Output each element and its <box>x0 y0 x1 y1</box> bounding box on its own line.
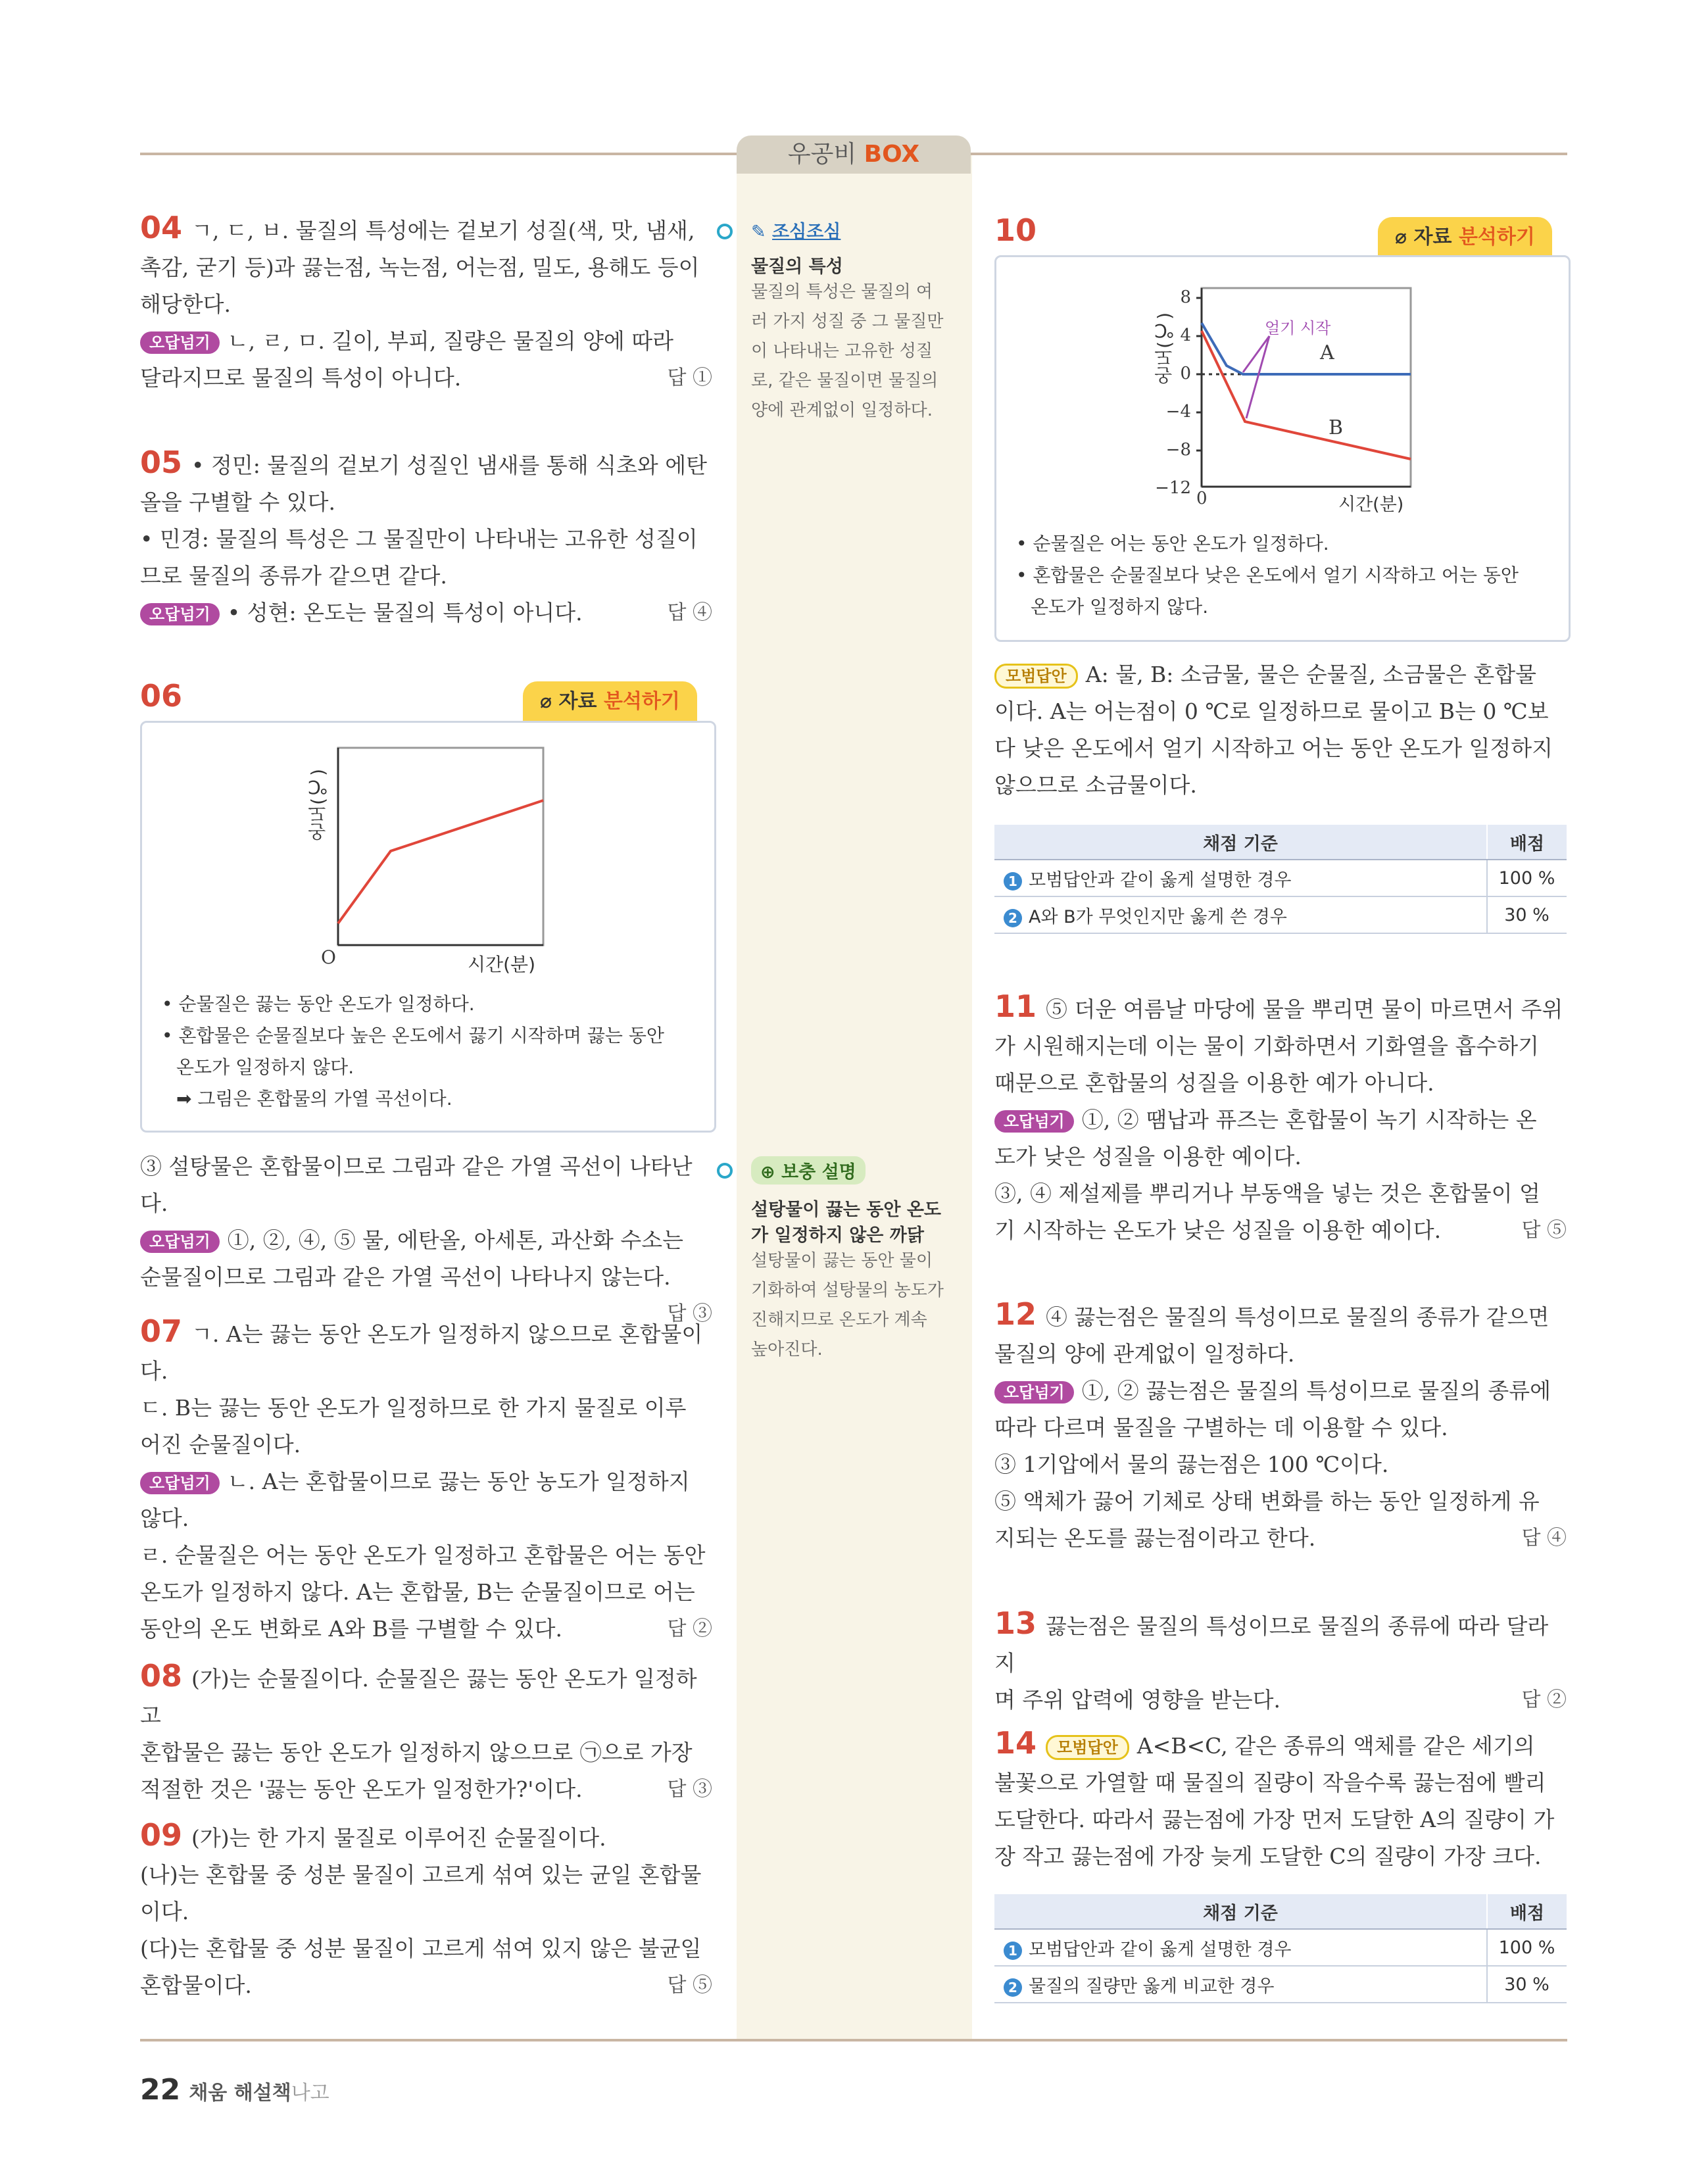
cooling-curve-chart <box>996 257 1569 520</box>
question-number: 12 <box>994 1296 1037 1332</box>
page-footer: 22 채움 해설책나고 <box>140 2073 329 2107</box>
heating-curve-line <box>338 800 543 923</box>
y-tick: −4 <box>1165 402 1191 422</box>
y-axis-label: 온도(℃) <box>307 769 329 842</box>
question-number: 09 <box>140 1817 183 1853</box>
answer: 답 ⑤ <box>1521 1219 1567 1242</box>
answer: 답 ② <box>667 1617 712 1640</box>
y-tick: 8 <box>1180 287 1191 307</box>
wrong-answer-badge: 오답넘기 <box>140 1472 220 1494</box>
series-a-label: A <box>1320 341 1334 364</box>
table-row: 2 A와 B가 무엇인지만 옳게 쓴 경우 30 % <box>994 896 1567 933</box>
x-axis-label: 시간(분) <box>468 954 535 975</box>
side-box-column <box>737 155 972 2039</box>
analysis-panel-10: 온도(℃) 8 4 0 −4 −8 −12 0 시간(분) 얼기 시작 A B • 순물질은 어는 동안 온도가 일정하다. • 혼합물은 순물질보다 낮은 온도에서 얼기 시작하고 어는 동안 온도가 일정하지 않다. <box>994 255 1571 642</box>
clip-icon: ⌀ <box>1395 226 1407 249</box>
answer: 답 ④ <box>667 601 712 624</box>
y-axis-label: 온도(℃) <box>1154 312 1175 385</box>
question-number: 13 <box>994 1605 1037 1641</box>
side-note-supplement: ⊕ 보충 설명 설탕물이 끓는 동안 온도 가 일정하지 않은 까닭 설탕물이 끓는 동안 물이 기화하여 설탕물의 농도가 진해지므로 온도가 계속 높아진다. <box>751 1156 962 1365</box>
clip-icon: ⌀ <box>540 690 552 713</box>
answer: 답 ③ <box>667 1302 712 1325</box>
scoring-table-14: 채점 기준 배점 1 모범답안과 같이 옳게 설명한 경우 100 % 2 물질의 질량만 옳게 비교한 경우 30 % <box>994 1894 1567 2003</box>
question-number: 07 <box>140 1313 183 1349</box>
wrong-answer-badge: 오답넘기 <box>994 1381 1074 1404</box>
y-tick: −8 <box>1165 440 1191 460</box>
origin-label: O <box>321 946 336 968</box>
question-12: 12 ④ 끓는점은 물질의 특성이므로 물질의 종류가 같으면 물질의 양에 관계없이 일정하다. 오답넘기 ①, ② 끓는점은 물질의 특성이므로 물질의 종류에 따라 다르며 물질을 구별하는 데 이용할 수 있다. ③ 1기압에서 물의 끓는점은 100 ℃이다. ⑤ 액체가 끓어 기체로 상태 변화를 하는 동안 일정하게 유 지되는 온도를 끓는점이라고 한다. 답 ④ <box>994 1296 1567 1557</box>
question-06-number: 06 <box>140 678 183 714</box>
wrong-answer-badge: 오답넘기 <box>140 1231 220 1253</box>
origin-label: 0 <box>1196 489 1208 508</box>
wrong-answer-badge: 오답넘기 <box>140 331 220 354</box>
answer: 답 ④ <box>1521 1527 1567 1550</box>
annotation-label: 얼기 시작 <box>1265 319 1331 337</box>
y-tick: 4 <box>1180 326 1191 345</box>
table-row: 1 모범답안과 같이 옳게 설명한 경우 100 % <box>994 1929 1567 1966</box>
link-dot <box>717 224 733 239</box>
table-row: 1 모범답안과 같이 옳게 설명한 경우 100 % <box>994 860 1567 896</box>
question-10-answer: 모범답안 A: 물, B: 소금물, 물은 순물질, 소금물은 혼합물 이다. A는 어는점이 0 ℃로 일정하므로 물이고 B는 0 ℃보 다 낮은 온도에서 얼기 시작하고 어는 동안 온도가 일정하지 않으므로 소금물이다. <box>994 662 1553 798</box>
series-b-label: B <box>1329 416 1344 439</box>
x-axis-label: 시간(분) <box>1338 495 1404 515</box>
page-number: 22 <box>140 2073 181 2107</box>
model-answer-badge: 모범답안 <box>1046 1735 1129 1760</box>
question-11: 11 ⑤ 더운 여름날 마당에 물을 뿌리면 물이 마르면서 주위 가 시원해지는데 이는 물이 기화하면서 기화열을 흡수하기 때문으로 혼합물의 성질을 이용한 예가 아니다. 오답넘기 ①, ② 땜납과 퓨즈는 혼합물이 녹기 시작하는 온 도가 낮은 성질을 이용한 예이다. ③, ④ 제설제를 뿌리거나 부동액을 넣는 것은 혼합물이 얼 기 시작하는 온도가 낮은 성질을 이용한 예이다. 답 ⑤ <box>994 988 1567 1249</box>
question-06-text: ③ 설탕물은 혼합물이므로 그림과 같은 가열 곡선이 나타난다. 오답넘기 ①, ②, ④, ⑤ 물, 에탄올, 아세톤, 과산화 수소는 순물질이므로 그림과 같은 가열 곡선이 나타나지 않는다. 답 ③ <box>140 1148 712 1332</box>
question-09: 09 (가)는 한 가지 물질로 이루어진 순물질이다. (나)는 혼합물 중 성분 물질이 고르게 섞여 있는 균일 혼합물 이다. (다)는 혼합물 중 성분 물질이 고르게 섞여 있지 않은 불균일 혼합물이다. 답 ⑤ <box>140 1817 712 2004</box>
question-10-number: 10 <box>994 212 1037 248</box>
side-box-title: 우공비 BOX <box>737 135 971 174</box>
question-number: 04 <box>140 210 183 245</box>
bottom-rule <box>140 2039 1567 2041</box>
pin-icon: ✎ <box>751 222 766 242</box>
answer: 답 ① <box>667 366 712 389</box>
question-number: 14 <box>994 1725 1037 1761</box>
question-04: 04 ㄱ, ㄷ, ㅂ. 물질의 특성에는 겉보기 성질(색, 맛, 냄새, 촉감, 굳기 등)과 끓는점, 녹는점, 어는점, 밀도, 용해도 등이 해당한다. 오답넘기 ㄴ, ㄹ, ㅁ. 길이, 부피, 질량은 물질의 양에 따라 달라지므로 물질의 특성이 아니다. 답 ① <box>140 209 712 397</box>
analysis-tab: ⌀ 자료 분석하기 <box>1378 217 1552 258</box>
question-number: 05 <box>140 445 183 480</box>
book-title: 채움 해설책 <box>189 2082 291 2105</box>
question-14: 14 모범답안 A<B<C, 같은 종류의 액체를 같은 세기의 불꽃으로 가열할 때 물질의 질량이 작을수록 끓는점에 빨리 도달한다. 따라서 끓는점에 가장 먼저 도달한 A의 질량이 가 장 작고 끓는점에 가장 늦게 도달한 C의 질량이 가장 크다. <box>994 1725 1555 1869</box>
answer: 답 ⑤ <box>667 1974 712 1997</box>
wrong-answer-badge: 오답넘기 <box>140 603 220 625</box>
scoring-table-10: 채점 기준 배점 1 모범답안과 같이 옳게 설명한 경우 100 % 2 A와 B가 무엇인지만 옳게 쓴 경우 30 % <box>994 825 1567 934</box>
link-dot <box>717 1163 733 1179</box>
y-tick: −12 <box>1155 478 1191 498</box>
analysis-tab: ⌀ 자료 분석하기 <box>523 681 697 722</box>
plus-icon: ⊕ <box>760 1162 775 1183</box>
side-note-caution: ✎ 조심조심 물질의 특성 물질의 특성은 물질의 여 러 가지 성질 중 그 물질만 이 나타내는 고유한 성질 로, 같은 물질이면 물질의 양에 관계없이 일정하다. <box>751 222 944 420</box>
model-answer-badge: 모범답안 <box>994 664 1078 689</box>
heating-curve-chart <box>142 723 714 973</box>
start-pointer <box>1246 336 1269 418</box>
wrong-answer-badge: 오답넘기 <box>994 1110 1074 1133</box>
question-05: 05 • 정민: 물질의 겉보기 성질인 냄새를 통해 식초와 에탄 올을 구별할 수 있다. • 민경: 물질의 특성은 그 물질만이 나타내는 고유한 성질이 므로 물질의 종류가 같으면 같다. 오답넘기 • 성현: 온도는 물질의 특성이 아니다. 답 ④ <box>140 444 712 631</box>
question-07: 07 ㄱ. A는 끓는 동안 온도가 일정하지 않으므로 혼합물이다. ㄷ. B는 끓는 동안 온도가 일정하므로 한 가지 물질로 이루 어진 순물질이다. 오답넘기 ㄴ. A는 혼합물이므로 끓는 동안 농도가 일정하지 않다. ㄹ. 순물질은 어는 동안 온도가 일정하고 혼합물은 어는 동안 온도가 일정하지 않다. A는 혼합물, B는 순물질이므로 어는 동안의 온도 변화로 A와 B를 구별할 수 있다. 답 ② <box>140 1313 712 1648</box>
answer: 답 ③ <box>667 1778 712 1801</box>
question-number: 08 <box>140 1658 183 1694</box>
series-b-line <box>1202 331 1411 459</box>
y-tick: 0 <box>1180 364 1191 383</box>
question-13: 13 끓는점은 물질의 특성이므로 물질의 종류에 따라 달라지 며 주위 압력에 영향을 받는다. 답 ② <box>994 1605 1567 1719</box>
answer: 답 ② <box>1521 1688 1567 1711</box>
question-number: 11 <box>994 989 1037 1024</box>
table-row: 2 물질의 질량만 옳게 비교한 경우 30 % <box>994 1966 1567 2003</box>
analysis-panel-06: 온도(℃) O 시간(분) • 순물질은 끓는 동안 온도가 일정하다. • 혼합물은 순물질보다 높은 온도에서 끓기 시작하며 끓는 동안 온도가 일정하지 않다. ➡ 그림은 혼합물의 가열 곡선이다. <box>140 721 716 1133</box>
question-08: 08 (가)는 순물질이다. 순물질은 끓는 동안 온도가 일정하고 혼합물은 끓는 동안 온도가 일정하지 않으므로 ㉠으로 가장 적절한 것은 '끓는 동안 온도가 일정한가?'이다. 답 ③ <box>140 1657 712 1808</box>
